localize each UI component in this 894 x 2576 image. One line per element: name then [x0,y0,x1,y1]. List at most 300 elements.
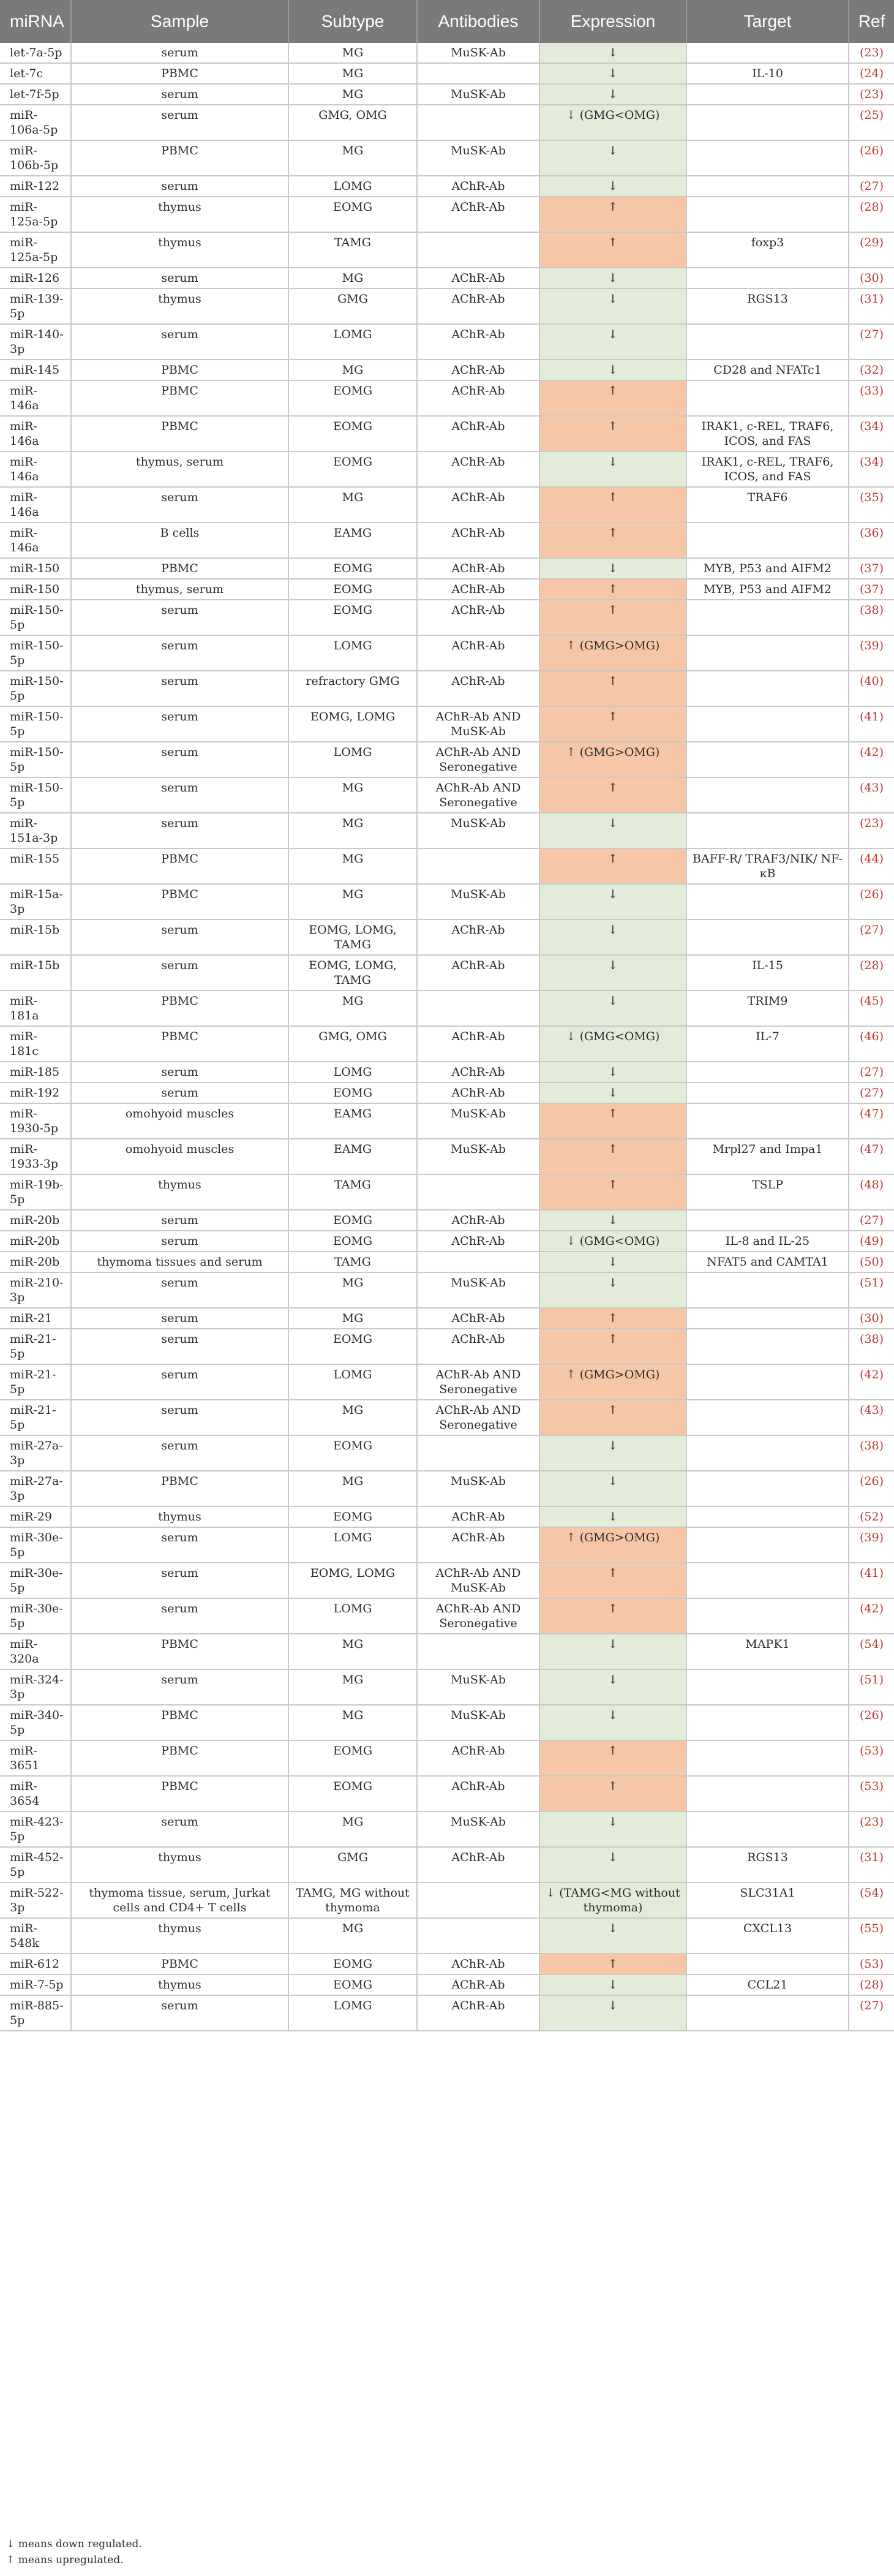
cell-mirna: miR-150 [0,558,71,579]
cell-subtype: LOMG [288,635,417,671]
cell-subtype: MG [288,43,417,63]
cell-sample: PBMC [71,1471,288,1506]
header-sample: Sample [71,0,288,43]
cell-sample: PBMC [71,380,288,416]
table-row [0,360,894,380]
cell-mirna: miR-145 [0,360,71,380]
cell-sample: serum [71,1598,288,1634]
cell-mirna: miR-21-5p [0,1329,71,1364]
table-row [0,232,894,268]
cell-ref: (33) [849,380,894,416]
cell-mirna: let-7a-5p [0,43,71,63]
cell-expression: ↓ [539,1471,686,1506]
cell-antibodies [417,232,539,268]
cell-sample: serum [71,1669,288,1705]
cell-expression: ↑ [539,1400,686,1435]
cell-antibodies: AChR-Ab [417,197,539,232]
cell-expression: ↓ [539,1082,686,1103]
cell-sample: omohyoid muscles [71,1103,288,1139]
cell-ref: (25) [849,105,894,140]
cell-antibodies: AChR-Ab AND MuSK-Ab [417,1563,539,1598]
cell-subtype: MG [288,813,417,848]
cell-expression: ↑ (GMG>OMG) [539,1527,686,1563]
cell-subtype: MG [288,1471,417,1506]
cell-expression: ↑ (GMG>OMG) [539,742,686,777]
cell-target [686,1598,849,1634]
table-row [0,1329,894,1364]
cell-target [686,706,849,742]
cell-target: IRAK1, c-REL, TRAF6, ICOS, and FAS [686,416,849,451]
cell-subtype: GMG, OMG [288,105,417,140]
cell-mirna: miR-150-5p [0,742,71,777]
cell-expression: ↓ [539,1918,686,1954]
cell-mirna: miR-106a-5p [0,105,71,140]
cell-target [686,1811,849,1847]
cell-target: CD28 and NFATc1 [686,360,849,380]
cell-ref: (30) [849,1308,894,1329]
cell-antibodies: MuSK-Ab [417,1705,539,1740]
cell-mirna: miR-140-3p [0,324,71,360]
cell-expression: ↑ [539,1563,686,1598]
cell-ref: (35) [849,487,894,523]
table-row [0,600,894,635]
cell-ref: (53) [849,1740,894,1776]
table-row [0,742,894,777]
cell-mirna: miR-146a [0,416,71,451]
cell-subtype: MG [288,1634,417,1669]
cell-expression: ↓ [539,1705,686,1740]
cell-sample: PBMC [71,1776,288,1811]
cell-target: Mrpl27 and Impa1 [686,1139,849,1174]
footnotes [6,2536,142,2568]
cell-expression: ↓ [539,324,686,360]
cell-antibodies: MuSK-Ab [417,1103,539,1139]
cell-subtype: EOMG [288,197,417,232]
cell-ref: (34) [849,416,894,451]
cell-expression: ↓ (GMG<OMG) [539,1231,686,1252]
cell-expression: ↓ [539,1974,686,1995]
cell-antibodies: AChR-Ab [417,1308,539,1329]
cell-target: IL-10 [686,63,849,84]
cell-sample: PBMC [71,1026,288,1062]
cell-target: RGS13 [686,289,849,324]
cell-sample: serum [71,671,288,706]
header-expression: Expression [539,0,686,43]
table-row [0,268,894,289]
cell-subtype: TAMG [288,1252,417,1272]
cell-subtype: LOMG [288,1364,417,1400]
cell-mirna: miR-452-5p [0,1847,71,1883]
cell-sample: thymus [71,1918,288,1954]
header-ref: Ref [849,0,894,43]
cell-antibodies: AChR-Ab [417,558,539,579]
cell-antibodies: AChR-Ab [417,289,539,324]
cell-ref: (26) [849,884,894,920]
table-row [0,1954,894,1974]
cell-target [686,1776,849,1811]
cell-target: CCL21 [686,1974,849,1995]
cell-mirna: miR-320a [0,1634,71,1669]
cell-antibodies: MuSK-Ab [417,1272,539,1308]
cell-ref: (34) [849,451,894,487]
footnote-down: ↓ means down regulated. [6,2538,142,2550]
cell-antibodies: AChR-Ab [417,1974,539,1995]
cell-sample: thymus, serum [71,579,288,600]
cell-expression: ↑ (GMG>OMG) [539,635,686,671]
cell-ref: (54) [849,1634,894,1669]
cell-mirna: miR-21-5p [0,1364,71,1400]
cell-antibodies: AChR-Ab [417,487,539,523]
cell-ref: (30) [849,268,894,289]
cell-sample: PBMC [71,884,288,920]
cell-antibodies: AChR-Ab [417,635,539,671]
cell-ref: (26) [849,140,894,176]
table-row [0,1435,894,1471]
cell-subtype: MG [288,848,417,884]
cell-subtype: EOMG, LOMG, TAMG [288,955,417,991]
cell-mirna: miR-340-5p [0,1705,71,1740]
cell-mirna: miR-21-5p [0,1400,71,1435]
cell-mirna: miR-30e-5p [0,1527,71,1563]
cell-subtype: MG [288,1308,417,1329]
cell-sample: serum [71,920,288,955]
cell-sample: serum [71,176,288,197]
cell-subtype: EOMG [288,1082,417,1103]
cell-mirna: miR-885-5p [0,1995,71,2031]
cell-target: IL-15 [686,955,849,991]
cell-target [686,380,849,416]
cell-mirna: miR-20b [0,1210,71,1231]
cell-antibodies: AChR-Ab [417,1740,539,1776]
cell-target: TSLP [686,1174,849,1210]
cell-expression: ↓ [539,920,686,955]
cell-antibodies [417,1252,539,1272]
cell-subtype: MG [288,84,417,105]
cell-subtype: EOMG [288,416,417,451]
table-row [0,1776,894,1811]
cell-target [686,1563,849,1598]
cell-antibodies: AChR-Ab [417,671,539,706]
cell-subtype: EOMG, LOMG [288,1563,417,1598]
cell-mirna: let-7c [0,63,71,84]
cell-antibodies: AChR-Ab [417,1995,539,2031]
cell-sample: serum [71,105,288,140]
cell-mirna: miR-20b [0,1231,71,1252]
table-row [0,1026,894,1062]
cell-ref: (27) [849,1210,894,1231]
cell-sample: serum [71,1527,288,1563]
cell-ref: (27) [849,324,894,360]
cell-subtype: EOMG [288,1329,417,1364]
cell-ref: (28) [849,1974,894,1995]
cell-ref: (26) [849,1471,894,1506]
cell-expression: ↓ [539,884,686,920]
cell-subtype: EOMG [288,380,417,416]
cell-antibodies: AChR-Ab [417,1082,539,1103]
cell-sample: thymus [71,197,288,232]
cell-subtype: TAMG [288,1174,417,1210]
cell-sample: omohyoid muscles [71,1139,288,1174]
cell-ref: (47) [849,1103,894,1139]
cell-mirna: miR-30e-5p [0,1563,71,1598]
cell-subtype: EOMG, LOMG [288,706,417,742]
cell-subtype: TAMG [288,232,417,268]
cell-subtype: EOMG [288,579,417,600]
cell-target: RGS13 [686,1847,849,1883]
cell-ref: (51) [849,1669,894,1705]
cell-target [686,1103,849,1139]
table-row [0,487,894,523]
cell-sample: serum [71,43,288,63]
cell-subtype: EOMG [288,1210,417,1231]
cell-target: TRIM9 [686,991,849,1026]
table-row [0,991,894,1026]
cell-subtype: EOMG [288,1974,417,1995]
cell-sample: serum [71,1435,288,1471]
cell-sample: PBMC [71,63,288,84]
cell-target [686,1308,849,1329]
cell-mirna: miR-125a-5p [0,197,71,232]
cell-expression: ↓ [539,43,686,63]
cell-target: CXCL13 [686,1918,849,1954]
cell-ref: (45) [849,991,894,1026]
cell-sample: serum [71,777,288,813]
cell-antibodies: AChR-Ab [417,523,539,558]
table-row [0,1634,894,1669]
cell-mirna: miR-192 [0,1082,71,1103]
cell-subtype: MG [288,1918,417,1954]
cell-sample: serum [71,635,288,671]
cell-antibodies: AChR-Ab [417,360,539,380]
cell-subtype: EOMG [288,1435,417,1471]
table-row [0,1471,894,1506]
cell-antibodies: MuSK-Ab [417,1471,539,1506]
cell-antibodies: AChR-Ab [417,1026,539,1062]
cell-expression: ↑ [539,671,686,706]
cell-mirna: miR-139-5p [0,289,71,324]
cell-ref: (42) [849,1598,894,1634]
cell-expression: ↓ [539,1210,686,1231]
cell-subtype: LOMG [288,1062,417,1082]
cell-expression: ↑ [539,1598,686,1634]
cell-mirna: miR-146a [0,451,71,487]
cell-sample: serum [71,84,288,105]
cell-ref: (43) [849,777,894,813]
cell-expression: ↓ [539,1811,686,1847]
cell-mirna: miR-15b [0,955,71,991]
table-row [0,105,894,140]
cell-mirna: miR-612 [0,1954,71,1974]
cell-ref: (27) [849,176,894,197]
cell-mirna: miR-126 [0,268,71,289]
cell-target: foxp3 [686,232,849,268]
cell-expression: ↓ [539,451,686,487]
cell-sample: PBMC [71,1634,288,1669]
cell-mirna: miR-522-3p [0,1883,71,1918]
cell-ref: (31) [849,1847,894,1883]
table-row [0,671,894,706]
cell-expression: ↑ [539,523,686,558]
table-row [0,380,894,416]
cell-ref: (32) [849,360,894,380]
cell-mirna: miR-30e-5p [0,1598,71,1634]
table-row [0,416,894,451]
cell-ref: (24) [849,63,894,84]
cell-target [686,1527,849,1563]
cell-subtype: MG [288,777,417,813]
cell-sample: serum [71,1231,288,1252]
cell-antibodies: AChR-Ab [417,955,539,991]
cell-ref: (23) [849,84,894,105]
cell-antibodies: AChR-Ab [417,1506,539,1527]
cell-sample: serum [71,600,288,635]
cell-target [686,1506,849,1527]
table-row [0,1103,894,1139]
cell-subtype: EAMG [288,523,417,558]
cell-mirna: miR-185 [0,1062,71,1082]
cell-mirna: miR-15b [0,920,71,955]
cell-antibodies: MuSK-Ab [417,1669,539,1705]
header-subtype: Subtype [288,0,417,43]
cell-antibodies: AChR-Ab [417,324,539,360]
cell-target [686,1669,849,1705]
cell-target [686,1400,849,1435]
cell-expression: ↓ [539,991,686,1026]
cell-sample: serum [71,1272,288,1308]
cell-expression: ↓ [539,268,686,289]
cell-sample: thymus [71,1506,288,1527]
cell-ref: (27) [849,1995,894,2031]
cell-mirna: let-7f-5p [0,84,71,105]
cell-sample: serum [71,742,288,777]
cell-expression: ↓ [539,1252,686,1272]
cell-expression: ↑ [539,777,686,813]
cell-expression: ↑ [539,1740,686,1776]
cell-target: SLC31A1 [686,1883,849,1918]
table-row [0,706,894,742]
cell-ref: (50) [849,1252,894,1272]
cell-ref: (38) [849,600,894,635]
cell-subtype: MG [288,1669,417,1705]
cell-subtype: EOMG [288,558,417,579]
table-row [0,289,894,324]
cell-target [686,140,849,176]
table-row [0,324,894,360]
cell-ref: (41) [849,1563,894,1598]
cell-antibodies [417,63,539,84]
cell-ref: (49) [849,1231,894,1252]
cell-mirna: miR-3654 [0,1776,71,1811]
cell-target [686,777,849,813]
table-row [0,1669,894,1705]
cell-subtype: LOMG [288,1527,417,1563]
cell-ref: (29) [849,232,894,268]
cell-expression: ↑ [539,416,686,451]
cell-antibodies: AChR-Ab AND Seronegative [417,742,539,777]
cell-ref: (26) [849,1705,894,1740]
cell-antibodies: AChR-Ab AND Seronegative [417,1598,539,1634]
cell-target [686,43,849,63]
table-row [0,813,894,848]
cell-mirna: miR-181a [0,991,71,1026]
cell-mirna: miR-29 [0,1506,71,1527]
cell-sample: thymus, serum [71,451,288,487]
cell-mirna: miR-20b [0,1252,71,1272]
cell-ref: (28) [849,955,894,991]
table-row [0,1364,894,1400]
cell-ref: (48) [849,1174,894,1210]
cell-mirna: miR-1930-5p [0,1103,71,1139]
cell-ref: (39) [849,1527,894,1563]
cell-sample: serum [71,1400,288,1435]
table-row [0,1082,894,1103]
cell-subtype: EOMG [288,451,417,487]
cell-antibodies: MuSK-Ab [417,813,539,848]
cell-subtype: MG [288,1705,417,1740]
table-row [0,1883,894,1918]
cell-sample: serum [71,324,288,360]
cell-subtype: EOMG [288,600,417,635]
header-antibodies: Antibodies [417,0,539,43]
cell-expression: ↓ (TAMG<MG without thymoma) [539,1883,686,1918]
cell-subtype: LOMG [288,1995,417,2031]
cell-mirna: miR-19b-5p [0,1174,71,1210]
table-row [0,1231,894,1252]
cell-subtype: EOMG [288,1776,417,1811]
cell-expression: ↑ [539,579,686,600]
cell-target: MAPK1 [686,1634,849,1669]
cell-ref: (42) [849,1364,894,1400]
cell-mirna: miR-423-5p [0,1811,71,1847]
cell-mirna: miR-155 [0,848,71,884]
cell-subtype: EAMG [288,1139,417,1174]
cell-expression: ↓ [539,84,686,105]
cell-antibodies [417,1435,539,1471]
cell-sample: serum [71,1308,288,1329]
cell-ref: (55) [849,1918,894,1954]
cell-target [686,1329,849,1364]
cell-sample: thymus [71,1847,288,1883]
cell-subtype: GMG, OMG [288,1026,417,1062]
cell-mirna: miR-125a-5p [0,232,71,268]
cell-antibodies: AChR-Ab AND Seronegative [417,777,539,813]
cell-expression: ↑ [539,1954,686,1974]
cell-expression: ↑ [539,232,686,268]
cell-subtype: LOMG [288,742,417,777]
cell-sample: serum [71,955,288,991]
cell-target [686,1272,849,1308]
cell-sample: PBMC [71,1705,288,1740]
cell-target [686,671,849,706]
cell-mirna: miR-146a [0,487,71,523]
cell-antibodies: AChR-Ab AND Seronegative [417,1364,539,1400]
cell-antibodies: MuSK-Ab [417,1139,539,1174]
cell-antibodies [417,1918,539,1954]
cell-ref: (41) [849,706,894,742]
header-target: Target [686,0,849,43]
cell-expression: ↓ [539,1062,686,1082]
table-row [0,1974,894,1995]
table-row [0,1811,894,1847]
cell-ref: (23) [849,1811,894,1847]
cell-ref: (46) [849,1026,894,1062]
cell-ref: (27) [849,1082,894,1103]
cell-mirna: miR-181c [0,1026,71,1062]
table-row [0,579,894,600]
cell-ref: (54) [849,1883,894,1918]
cell-expression: ↓ (GMG<OMG) [539,105,686,140]
cell-mirna: miR-548k [0,1918,71,1954]
